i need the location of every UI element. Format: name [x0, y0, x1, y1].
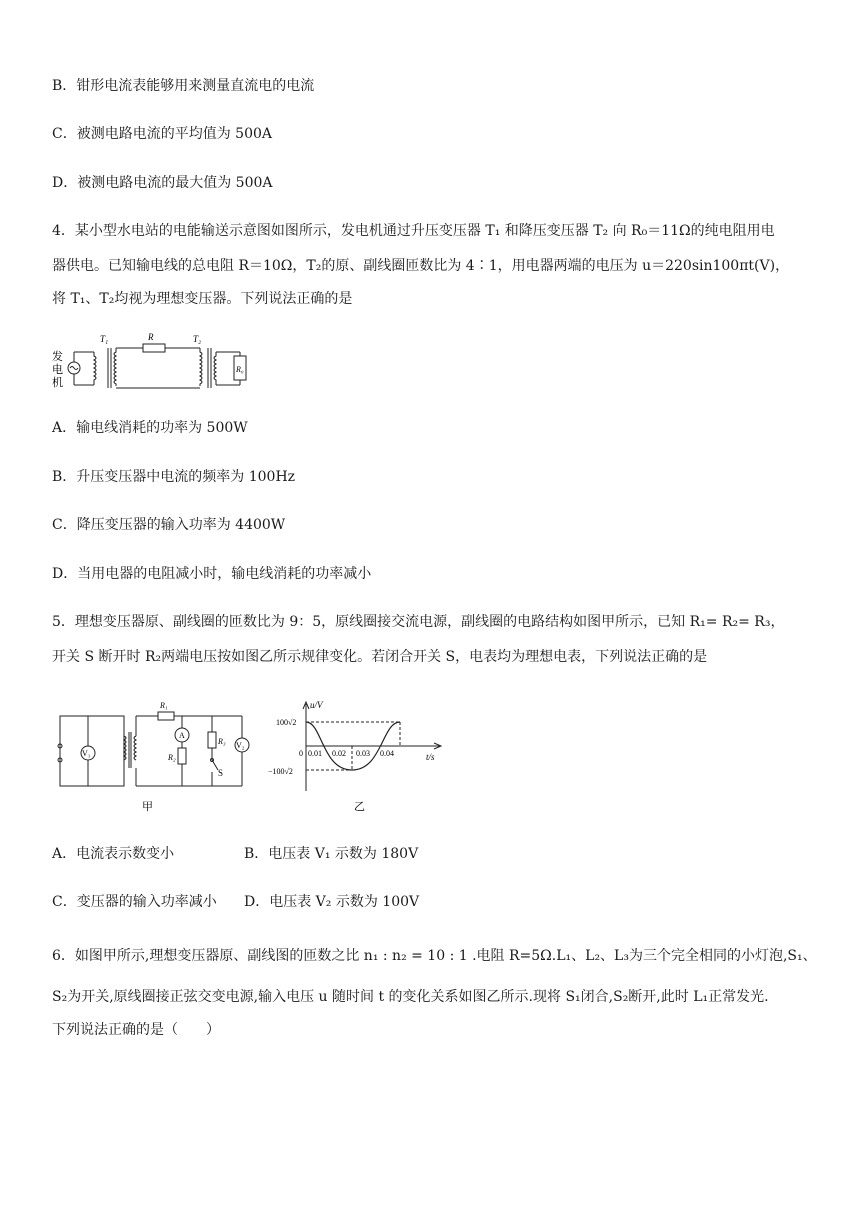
x-tick-004: 0.04: [380, 749, 394, 758]
q4-option-c: C．降压变压器的输入功率为 4400W: [52, 517, 286, 533]
q3-option-d: D．被测电路电流的最大值为 500A: [52, 175, 273, 191]
q4-option-a: A．输电线消耗的功率为 500W: [52, 420, 248, 436]
switch-s-label: S: [218, 768, 224, 778]
figure-yi-caption: 乙: [354, 801, 365, 813]
x-tick-002: 0.02: [332, 749, 346, 758]
r3-label: R₃: [218, 737, 226, 746]
q4-option-d: D．当用电器的电阻减小时，输电线消耗的功率减小: [52, 566, 372, 582]
q3-option-c: C．被测电路电流的平均值为 500A: [52, 126, 272, 142]
q4-stem-line2: 器供电。已知输电线的总电阻 R＝10Ω，T₂的原、副线圈匝数比为 4∶1，用电器两端的电压为 u＝220sin100πt(V)，: [52, 258, 790, 274]
t1-label: T₁: [100, 334, 109, 344]
q5-option-d: D．电压表 V₂ 示数为 100V: [244, 894, 420, 910]
q5-option-b: B．电压表 V₁ 示数为 180V: [244, 846, 419, 862]
generator-label-3: 机: [52, 377, 63, 389]
x-tick-001: 0.01: [308, 749, 322, 758]
ammeter-label: A: [179, 731, 185, 740]
q6-stem-line2: S₂为开关,原线圈接正弦交变电源,输入电压 u 随时间 t 的变化关系如图乙所示.现将 S₁闭合,S₂断开,此时 L₁正常发光.: [52, 989, 769, 1005]
x-tick-003: 0.03: [356, 749, 370, 758]
x-axis-label: t/s: [426, 752, 435, 762]
q3-option-b: B．钳形电流表能够用来测量直流电的电流: [52, 78, 315, 94]
y-tick-bottom: −100√2: [268, 767, 293, 776]
q5-figure-yi: [262, 696, 452, 816]
q5-option-c: C．变压器的输入功率减小: [52, 894, 217, 910]
q6-stem-line3: 下列说法正确的是（ ）: [52, 1022, 220, 1038]
r2-label: R₂: [168, 753, 176, 762]
v1-label: V₁: [82, 749, 91, 758]
r1-label: R₁: [160, 701, 168, 710]
origin-label: 0: [299, 749, 303, 758]
q4-option-b: B．升压变压器中电流的频率为 100Hz: [52, 469, 296, 485]
v2-label: V₂: [236, 741, 245, 750]
generator-label-2: 电: [52, 364, 63, 376]
q4-stem-line3: 将 T₁、T₂均视为理想变压器。下列说法正确的是: [52, 291, 353, 307]
q6-stem-line1: 6．如图甲所示,理想变压器原、副线图的匝数之比 n₁ : n₂ = 10 : 1 .电阻 R=5Ω.L₁、L₂、L₃为三个完全相同的小灯泡,S₁、: [52, 948, 817, 964]
q4-circuit-figure: [50, 330, 270, 395]
y-tick-top: 100√2: [276, 718, 297, 727]
q5-figure-jia: [50, 696, 250, 816]
figure-jia-caption: 甲: [142, 801, 153, 813]
q5-stem-line1: 5．理想变压器原、副线圈的匝数比为 9：5，原线圈接交流电源，副线圈的电路结构如图甲所示，已知 R₁= R₂= R₃，: [52, 614, 785, 630]
t2-label: T₂: [193, 334, 202, 344]
q4-stem-line1: 4．某小型水电站的电能输送示意图如图所示，发电机通过升压变压器 T₁ 和降压变压器 T₂ 向 R₀＝11Ω的纯电阻用电: [52, 223, 775, 239]
q5-stem-line2: 开关 S 断开时 R₂两端电压按如图乙所示规律变化。若闭合开关 S，电表均为理想电表，下列说法正确的是: [52, 649, 708, 665]
r-label: R: [148, 332, 154, 342]
generator-label-1: 发: [52, 351, 63, 363]
r0-label: R₀: [236, 365, 244, 374]
y-axis-label: u/V: [310, 700, 323, 710]
q5-option-a: A．电流表示数变小: [52, 846, 175, 862]
